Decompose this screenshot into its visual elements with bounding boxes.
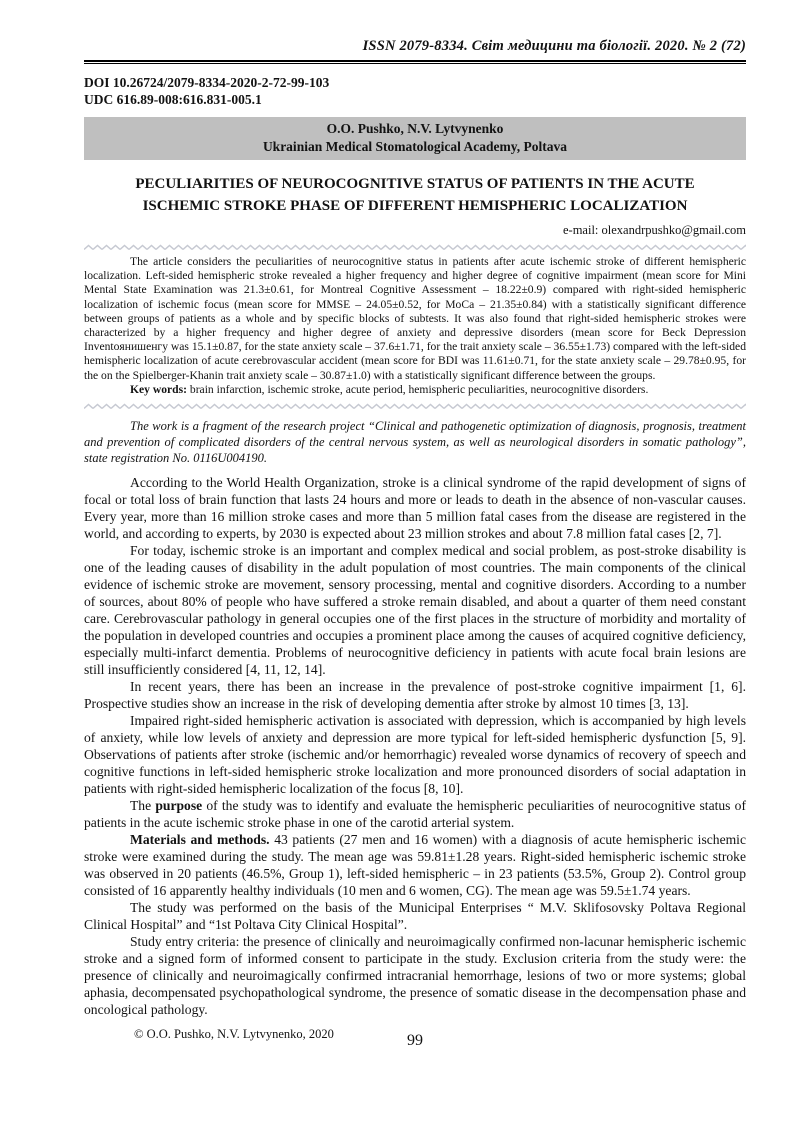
keywords-line (84, 383, 746, 397)
header-double-rule (84, 60, 746, 64)
author-email: e-mail: olexandrpushko@gmail.com (563, 223, 746, 237)
zigzag-separator-bottom (84, 403, 746, 410)
keywords-label: Key words: (130, 382, 187, 396)
body-paragraph-4: Impaired right-sided hemispheric activation is associated with depression, which is accompanied by high levels of anxiety, while low levels of anxiety and depression are more typical for left-sided hemispheric dysfunction [5, 9]. Observations of patients after stroke (ischemic and/or hemorrhagic) revealed worse dynamics of recovery of speech and cognitive functions in left-sided hemispheric stroke localization and more pronounced disorders of social adaptation in patients with right-sided hemispheric localization of the focus [8, 10]. (84, 713, 746, 797)
body-paragraph-materials (84, 831, 746, 899)
purpose-bold: purpose (155, 798, 203, 814)
page-footer (84, 1027, 746, 1067)
purpose-prefix: The (130, 798, 156, 814)
journal-issn-header: ISSN 2079-8334. Світ медицини та біології. 2020. № 2 (72) (362, 38, 746, 54)
doi-line: DOI 10.26724/2079-8334-2020-2-72-99-103 (84, 75, 330, 90)
body-paragraph-1: According to the World Health Organization, stroke is a clinical syndrome of the rapid development of signs of focal or total loss of brain function that lasts 24 hours and more or leads to death in the absence of non-vascular causes. Every year, more than 16 million stroke cases and more than 5 million fatal cases from the disease are registered in the world, and according to experts, by 2030 is expected about 23 million strokes and about 7.8 million fatal cases [2, 7]. (84, 475, 746, 542)
article-title-line1: PECULIARITIES OF NEUROCOGNITIVE STATUS OF PATIENTS IN THE ACUTE (135, 176, 695, 192)
materials-bold: Materials and methods. (130, 832, 270, 848)
body-paragraph-2: For today, ischemic stroke is an important and complex medical and social problem, as post-stroke disability is one of the leading causes of disability in the adult population of most countries. The main components of the clinical evidence of ischemic stroke are movement, sensory processing, mental and cognitive disorders. According to a number of sources, about 80% of people who have suffered a stroke remain disabled, and about a quarter of them need constant care. Cerebrovascular pathology in general occupies one of the first places in the structure of morbidity and mortality of the population in developed countries and occupies a prominent place among the causes of acquired cognitive deficiency, especially multi-infarct dementia. Problems of neurocognitive deficiency in patients with acute focal brain lesions are still insufficiently considered [4, 11, 12, 14]. (84, 543, 746, 678)
article-body (84, 474, 746, 1018)
authors-box (84, 117, 746, 160)
udc-line: UDC 616.89-008:616.831-005.1 (84, 91, 262, 107)
authors-names: O.O. Pushko, N.V. Lytvynenko (326, 121, 504, 136)
body-paragraph-purpose (84, 797, 746, 831)
research-fragment-note: The work is a fragment of the research project “Clinical and pathogenetic optimization of diagnosis, prognosis, treatment and prevention of complicated disorders of the central nervous system, as well as neurological disorders in somatic pathology”, state registration No. 0116U004190. (84, 419, 746, 466)
purpose-rest: of the study was to identify and evaluate the hemispheric peculiarities of neurocognitive status of patients in the acute ischemic stroke phase in one of the carotid arterial system. (84, 798, 746, 831)
materials-rest: 43 patients (27 men and 16 women) with a diagnosis of acute hemispheric ischemic stroke were examined during the study. The mean age was 59.81±1.28 years. Right-sided hemispheric ischemic stroke was observed in 20 patients (46.5%, Group 1), left-sided hemispheric – in 23 patients (53.5%, Group 2). Control group consisted of 16 apparently healthy individuals (10 men and 6 women, CG). The mean age was 59.5±1.74 years. (84, 832, 746, 899)
body-paragraph-8: Study entry criteria: the presence of clinically and neuroimagically confirmed non-lacunar hemispheric ischemic stroke and a signed form of informed consent to participate in the study. Exclusion criteria from the study were: the presence of clinically and neuroimagically confirmed intracranial hemorrhage, lesions of two or more systems; global aphasia, decompensated psychopathological syndrome, the presence of somatic disease in the decompensation phase and oncological pathology. (84, 934, 746, 1018)
article-title (84, 173, 746, 217)
abstract-text: The article considers the peculiarities of neurocognitive status in patients after acute ischemic stroke of different hemispheric localization. Left-sided hemispheric stroke revealed a higher frequency and higher degree of cognitive impairment (mean score for Mini Mental State Examination was 21.3±0.61, for Montreal Cognitive Assessment – 18.22±0.9) compared with right-sided hemispheric localization of ischemic focus (mean score for MMSE – 24.05±0.52, for MoCa – 21.35±0.84) with a statistically significant difference between groups of patients as a whole and by specific blocks of subtests. It was also found that right-sided hemispheric strokes were characterized by a higher frequency and higher degree of anxiety and depressive disorders (mean score for Beck Depression Inventoянишенгу was 15.1±0.87, for the state anxiety scale – 37.6±1.71, for the trait anxiety scale – 36.55±1.73) compared with the left-sided hemispheric localization of acute cerebrovascular accident (mean score for BDI was 11.61±0.71, for the state anxiety scale – 29.78±0.95, for the on the Spielberger-Khanin trait anxiety scale – 30.87±1.0) with a statistically significant difference between the groups. (84, 255, 746, 382)
page-number: 99 (407, 1032, 423, 1050)
keywords-list: brain infarction, ischemic stroke, acute period, hemispheric peculiarities, neurocognitive disorders. (187, 382, 649, 396)
authors-affiliation: Ukrainian Medical Stomatological Academy, Poltava (262, 138, 568, 154)
doi-udc-block (84, 75, 746, 108)
copyright-line: © O.O. Pushko, N.V. Lytvynenko, 2020 (134, 1027, 334, 1042)
body-paragraph-3: In recent years, there has been an increase in the prevalence of post-stroke cognitive impairment [1, 6]. Prospective studies show an increase in the risk of developing dementia after stroke by almost 10 times [3, 13]. (84, 679, 746, 712)
article-title-line2: ISCHEMIC STROKE PHASE OF DIFFERENT HEMISPHERIC LOCALIZATION (142, 198, 688, 214)
body-paragraph-7: The study was performed on the basis of the Municipal Enterprises “ M.V. Sklifosovsky Poltava Regional Clinical Hospital” and “1st Poltava City Clinical Hospital”. (84, 900, 746, 933)
zigzag-separator-top (84, 244, 746, 251)
